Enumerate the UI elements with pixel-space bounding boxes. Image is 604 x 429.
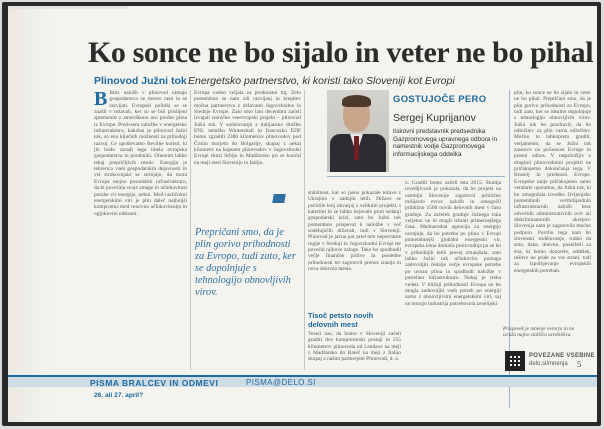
qr-code-icon [505,351,525,371]
article-headline: Ko sonce ne bo sijalo in veter ne bo pihal [88,36,594,69]
article-column-4 [405,180,501,373]
author-disclaimer: Prispevek je mnenje avtorja in ne izraža nujno stališča uredništva. [503,326,575,339]
page-number: 5 [577,359,582,369]
column-3-text: stabilnost, kar so jasno pokazale težave z Ukrajino v zadnjih letih. Države se počutile bolj ukvarjaj z velikimi projekti, s katerimi bi se lahko bojevale proti sedanji gospodarski krizi, zato bo Južni tok pomembno prispeval k naložbe v več sodelujočih državah, tudi v Sloveniji. Plinovod je javna pot pred tem nepovratne regije v Srednji in Jugovzhodni Evropi ter povečal njihove zaloge. Tako bo spodbudil večje finančne prilive in posledne prihodnosti ter zagotovil prenos znanja in nova delovna mesta. [308,190,401,273]
pull-quote: Prepričani smo, da je plin gorivo prihodnosti za Evropo, tudi zato, ker se dopolnjuje s tehnologijo obnovljivih virov. [195,227,296,298]
article-column-3b [308,331,401,373]
column-5-text: plin, ko sonce ne bo sijalo in veter ne bo pihal. Prepričani smo, da je plin gorivo prihodnosti za Evropo, tudi zato, ker se idealno dopolnjuje s tehnologijo obnovljivih virov. Južni tok bo pozdravil, da bo odločitev za plin varna odločitev. Močno to lahkoprem graditi, verjamemo, da se Južni tok zasnovo na počasnost Evrope in poteni odnos. V raspoložljiv z drugimi plinovodnimi projekti ne pričakujemo dokončanja tega. V Bruselj in prednosti Evrope. Evropske unije pričakujemo samo vendarle uporabno, da Južni tok, ki bo omogočala izvedbo življenjsko pomembnih večmilijardnih infrastrukturnih naložb brez odvečnih administrativnih ovir ali diskriminatornih ukrepov. Slovenija nam je zagotovila močno podporo. Povrhu tega nam bo slovenski sodelovanje, rudno da smo, dane, dnevno, poskrbeli za ena, ki bomo dozorele, oddelek, rešitve ne pride za vse strani, tudi za izpolnjevanje evropskih energetskih potrebah. [514,90,591,274]
article-column-1 [94,90,187,372]
author-photo [327,90,389,172]
letters-section-bar [8,375,597,387]
column-divider [304,90,305,370]
column-2-text: Evropa vedno veljala za prednostni trg. Zelo pomembno se nam zdi razvijanj in krepitev močna partnerstva z državami Jugovzhodne in Srednje Evrope. Zato smo lani decembra začeli izvajati resnično vseevropski projekt – plinovod Južni tok. V sodelovanju z italijansko družbo ENI, nemško Wintershall in francosko EDF bomo zgradili 2380 kilometrov plinovodov pod Črnim morjem do Bolgarije, skupaj z nekaj kilometri na kopnem plinovodov v Jugovzhodni Evropi skozi Srbijo in Madžarsko pri se končal na meji med Slovenijo in Italijo. [194,90,301,166]
column-divider [190,90,191,370]
article-column-5 [514,90,591,322]
page-fold [8,6,128,9]
related-content-link[interactable]: delo.si/mnenja [529,361,568,367]
letter-title: 26. ali 27. april? [94,392,144,399]
section-subtitle: Tisoč petsto novih delovnih mest [308,311,374,329]
newspaper-page [8,6,597,422]
page-binding-shadow [8,6,52,422]
letters-email[interactable]: PISMA@DELO.SI [246,378,316,387]
guest-box-rule [327,176,505,177]
guest-section-label: GOSTUJOČE PERO [393,94,487,105]
article-subhead: Energetsko partnerstvo, ki koristi tako Sloveniji kot Evropi [188,75,455,87]
quote-mark-icon [272,194,286,203]
column-1-text: Brez naložb v plinovod nimajo gospodarstva ne moreo rasti in se razvijati. Evropski politiki so se znašli v težavah, ker so se bili prisiljeni spremeniti z ameriškono uro prodor plina iz Evrope. Predvsem naložbe v energetsko infrastrukturo, kakršna je plinovod Južni tok, so ena ključnih možnosti za prihodnji razvoj. Ce upoštevamo številne koristi, ki jih bodo zaradi tega imela evropska gospodarstva in porabniki. Omenim lahko tekaj prepričljivih resnic. Energija je lehrerica vseh gospodarskih dejavnosti in vsi strokovnjaki se strinjajo, da mora Evropa mejno posodobiti infrastrukturo, da bi povečala svoje zmage in učinkovitost porabe vir energije, nebni. Med različnimi energetskimi viri je plin daleč najboljši kompromis med cenovno učinkovitostjo in ogljikovim odtisom. [94,90,187,217]
related-content-title: POVEZANE VSEBINE [529,353,595,359]
author-name: Sergej Kuprijanov [393,112,476,124]
drop-cap: B [94,90,108,110]
article-kicker: Plinovod Južni tok [94,75,187,87]
author-role: tiskovni predstavnik predsednika Gazpromovega upravnega odbora in namestnik vodje Gazpromovega informacijskega oddelka [393,128,498,158]
scan-frame [2,2,601,426]
column-3b-text: Veseli nas, da bomo v Sloveniji začeli graditi dve kompresorski postaji in 255 kilometrov plinovoda od Lendave na meji z Madžarsko do Rateč na meji z Italijo skupaj z našim partnerjem Plinovodi, d. o. [308,331,401,363]
column-4-text: o. Gradili bomo začeli leta 2015. Študija izvedljivosti je pokazala, da bo projekt na ozemlju Slovenije zagotovil približno milijardo evrov naložb in omogočil približno 1500 novih delovnih mest v času gradnje. Za začetek gradnje Južnega toka verjetno ne bi mogli izbrati primernejšega časa. Mednarodna agencija za energijo ocenjuje, da bo potreba po plinu v Evropi pomembnejši globalni energetski vir, evropska letna domača proizvodnja pa se bo v prihodnjih letih precej zmanjšala, zato lahko Južni tok učinkovito pomaga zadovoljiti čedalje večje evropske potrebe po uvozu plina in spodbudi naložbe v potrebno infrastrukturo. Nekaj je treba vedeti. V bližnji prihodnosti Evropa ne bo mogla zadovoljiti vseh potreb po energiji samo z obnovljivimi energetskimi viri, saj ne morajo industrija potrebovala zenelijski [405,180,501,307]
article-column-3 [308,190,401,315]
guest-author-box [327,90,505,172]
article-column-2 [194,90,301,188]
letters-section-title: PISMA BRALCEV IN ODMEVI [90,378,219,388]
